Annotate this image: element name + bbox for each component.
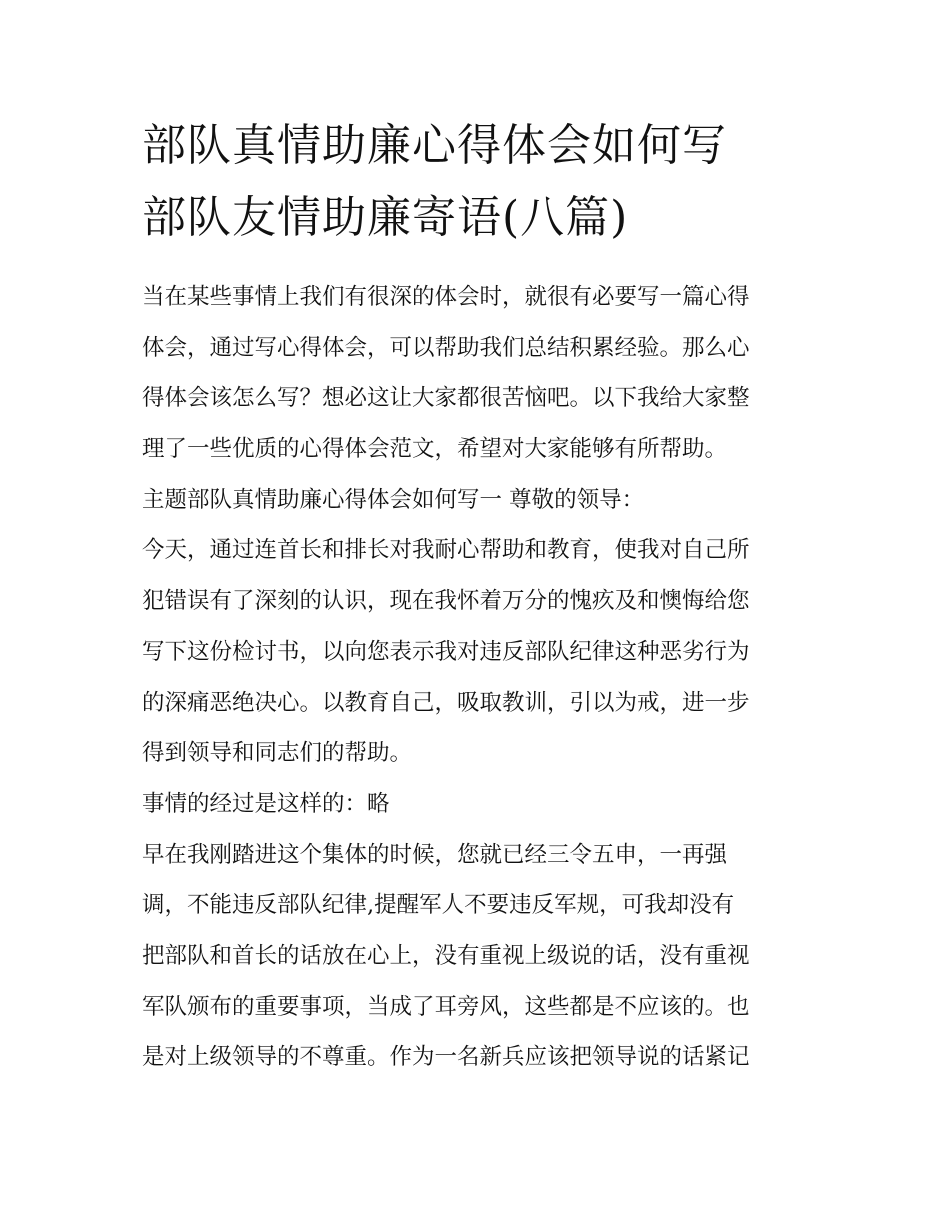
body-line: 是对上级领导的不尊重。作为一名新兵应该把领导说的话紧记 [142,1044,750,1071]
title-line: 部队友情助廉寄语(八篇) [142,192,629,243]
body-line: 早在我刚踏进这个集体的时候，您就已经三令五申，一再强 [142,841,728,868]
body-line: 体会，通过写心得体会，可以帮助我们总结积累经验。那么心 [142,334,750,361]
body-line: 得体会该怎么写？想必这让大家都很苦恼吧。以下我给大家整 [142,385,750,412]
body-line: 调，不能违反部队纪律,提醒军人不要违反军规，可我却没有 [142,892,735,919]
body-line: 理了一些优质的心得体会范文，希望对大家能够有所帮助。 [142,436,728,463]
body-line: 主题部队真情助廉心得体会如何写一 尊敬的领导： [142,486,645,513]
body-line: 事情的经过是这样的：略 [142,790,390,817]
body-line: 把部队和首长的话放在心上，没有重视上级说的话，没有重视 [142,942,750,969]
body-line: 的深痛恶绝决心。以教育自己，吸取教训，引以为戒，进一步 [142,689,750,716]
document-body [142,272,822,1083]
body-line: 军队颁布的重要事项，当成了耳旁风，这些都是不应该的。也 [142,993,750,1020]
title-line: 部队真情助廉心得体会如何写 [142,120,727,171]
body-line: 犯错误有了深刻的认识，现在我怀着万分的愧疚及和懊悔给您 [142,588,750,615]
document-page [142,110,822,1083]
body-line: 当在某些事情上我们有很深的体会时，就很有必要写一篇心得 [142,284,750,310]
body-line: 写下这份检讨书，以向您表示我对违反部队纪律这种恶劣行为 [142,638,750,665]
document-title [142,110,822,254]
body-line: 今天，通过连首长和排长对我耐心帮助和教育，使我对自己所 [142,537,750,564]
body-line: 得到领导和同志们的帮助。 [142,740,413,767]
